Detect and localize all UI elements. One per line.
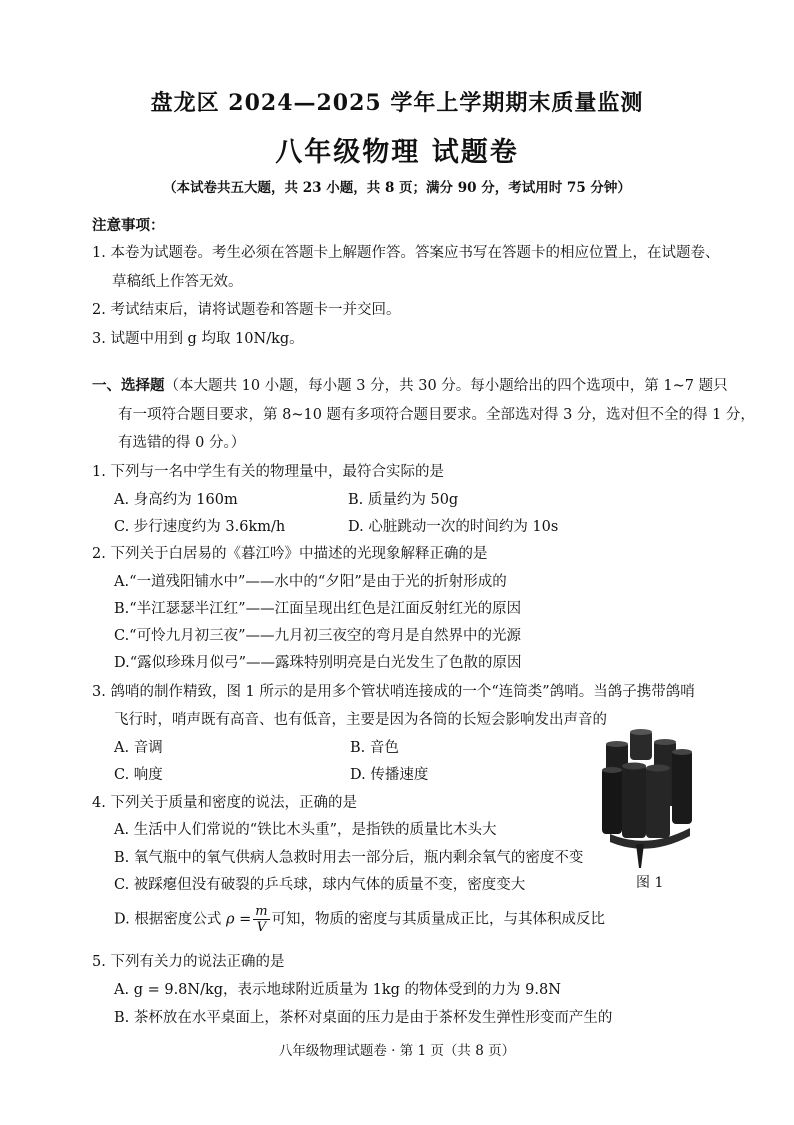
exam-meta: （本试卷共五大题，共 23 小题，共 8 页；满分 90 分，考试用时 75 分钟） [163,180,631,196]
pigeon-whistle-figure [600,728,696,868]
q3-option-c: C. 响度 [114,767,163,783]
q2-option-b: B.“半江瑟瑟半江红”——江面呈现出红色是江面反射红光的原因 [114,601,522,617]
q3-option-a: A. 音调 [114,740,163,756]
section-1-desc-line1: （本大题共 10 小题，每小题 3 分，共 30 分。每小题给出的四个选项中，第 1~7 题只 [164,378,728,394]
q4-option-c: C. 被踩瘪但没有破裂的乒乓球，球内气体的质量不变，密度变大 [114,877,526,893]
formula-numerator: m [255,904,268,919]
q1-option-b: B. 质量约为 50g [348,492,459,508]
q2-stem: 2. 下列关于白居易的《暮江吟》中描述的光现象解释正确的是 [92,546,488,562]
section-1-title: 一、选择题 [92,377,165,394]
q3-stem-line2: 飞行时，哨声既有高音、也有低音，主要是因为各筒的长短会影响发出声音的 [114,712,607,728]
q2-option-a: A.“一道残阳铺水中”——水中的“夕阳”是由于光的折射形成的 [114,574,507,590]
note-item-1: 1. 本卷为试题卷。考生必须在答题卡上解题作答。答案应书写在答题卡的相应位置上，在试题卷、 [92,245,720,261]
q5-option-b: B. 茶杯放在水平桌面上，茶杯对桌面的压力是由于茶杯发生弹性形变而产生的 [114,1010,613,1026]
q2-option-c: C.“可怜九月初三夜”——九月初三夜空的弯月是自然界中的光源 [114,628,522,644]
density-formula [253,904,269,935]
q1-option-d: D. 心脏跳动一次的时间约为 10s [348,519,559,535]
q4-option-d [114,904,605,935]
q4-option-d-suffix: 可知，物质的密度与其质量成正比，与其体积成反比 [271,911,606,928]
notes-heading: 注意事项： [92,217,165,234]
q1-option-a: A. 身高约为 160m [114,492,238,508]
q4-option-a: A. 生活中人们常说的“铁比木头重”，是指铁的质量比木头大 [114,822,497,838]
q4-option-b: B. 氧气瓶中的氧气供病人急救时用去一部分后，瓶内剩余氧气的密度不变 [114,850,584,866]
q2-option-d: D.“露似珍珠月似弓”——露珠特别明亮是白光发生了色散的原因 [114,655,522,671]
exam-title: 盘龙区 2024—2025 学年上学期期末质量监测 [150,90,644,116]
q5-stem: 5. 下列有关力的说法正确的是 [92,954,285,970]
q4-option-d-prefix: D. 根据密度公式 [114,911,222,928]
q5-option-a: A. g = 9.8N/kg，表示地球附近质量为 1kg 的物体受到的力为 9.8N [114,982,561,998]
section-1-desc-line3: 有选错的得 0 分。） [118,435,246,451]
formula-denominator: V [256,920,267,935]
density-symbol: ρ = [225,911,252,928]
section-1-desc-line2: 有一项符合题目要求，第 8~10 题有多项符合题目要求。全部选对得 3 分，选对但不全的得 1 分， [118,407,755,423]
q4-stem: 4. 下列关于质量和密度的说法，正确的是 [92,795,357,811]
exam-subtitle: 八年级物理 试题卷 [275,137,519,168]
q3-option-b: B. 音色 [350,740,399,756]
q3-stem-line1: 3. 鸽哨的制作精致，图 1 所示的是用多个管状哨连接成的一个“连筒类”鸽哨。当鸽子携带鸽哨 [92,684,695,700]
page-footer: 八年级物理试题卷 · 第 1 页（共 8 页） [278,1043,516,1059]
note-item-3: 3. 试题中用到 g 均取 10N/kg。 [92,331,304,347]
note-item-1-cont: 草稿纸上作答无效。 [112,274,243,290]
figure-1-caption: 图 1 [636,875,664,891]
q1-option-c: C. 步行速度约为 3.6km/h [114,519,286,535]
q1-stem: 1. 下列与一名中学生有关的物理量中，最符合实际的是 [92,464,444,480]
q3-option-d: D. 传播速度 [350,767,429,783]
note-item-2: 2. 考试结束后，请将试题卷和答题卡一并交回。 [92,302,401,318]
section-1-header [92,374,728,395]
